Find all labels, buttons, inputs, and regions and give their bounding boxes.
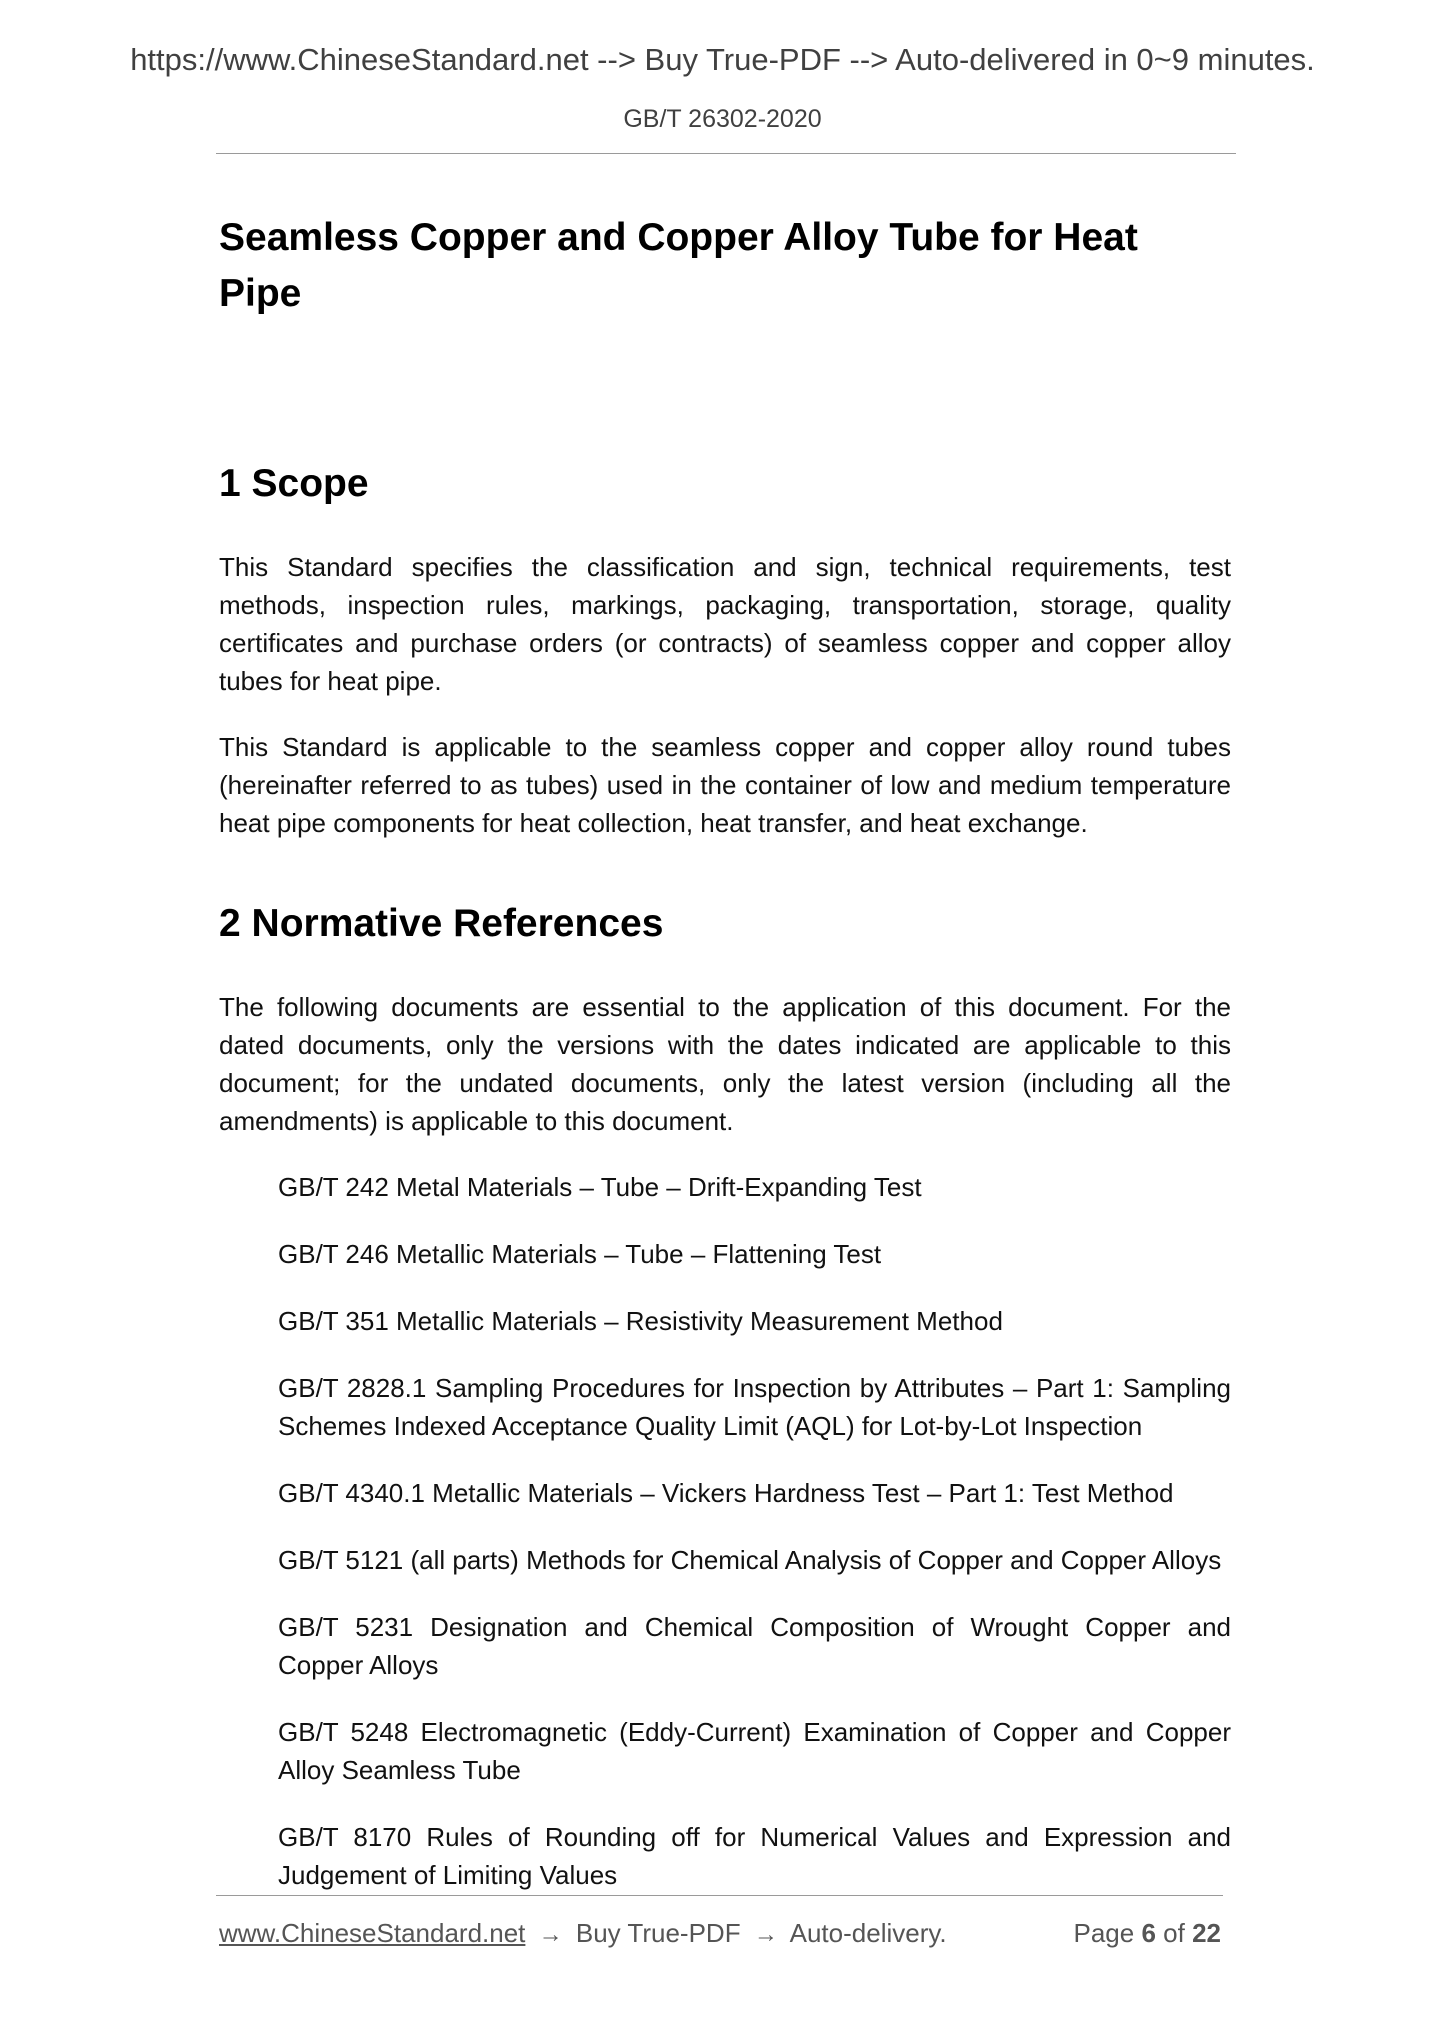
footer-left [219,1914,947,1954]
references-intro-paragraph: The following documents are essential to the application of this document. For the dated documents, only the versions with the dates indicated are applicable to this document; for the undated documents, only the latest version (including all the amendments) is applicable to this document. [219,992,1231,1136]
document-title: Seamless Copper and Copper Alloy Tube for Heat Pipe [219,216,1138,315]
standard-code: GB/T 26302-2020 [623,105,822,133]
of-label: of [1163,1918,1185,1948]
reference-item: GB/T 2828.1 Sampling Procedures for Inspection by Attributes – Part 1: Sampling Schemes Indexed Acceptance Quality Limit (AQL) for Lot-by-Lot Inspection [278,1373,1231,1441]
reference-item: GB/T 5121 (all parts) Methods for Chemical Analysis of Copper and Copper Alloys [278,1545,1222,1575]
page-indicator [1073,1914,1221,1952]
footer-website-link[interactable]: www.ChineseStandard.net [219,1918,526,1948]
page-total: 22 [1192,1918,1221,1948]
reference-item: GB/T 8170 Rules of Rounding off for Numerical Values and Expression and Judgement of Limiting Values [278,1822,1231,1890]
page-label: Page [1073,1918,1135,1948]
reference-item: GB/T 5231 Designation and Chemical Composition of Wrought Copper and Copper Alloys [278,1612,1231,1680]
reference-item: GB/T 5248 Electromagnetic (Eddy-Current) Examination of Copper and Copper Alloy Seamless Tube [278,1717,1231,1785]
section-heading-normative-references: 2 Normative References [219,902,664,945]
footer-divider [216,1895,1223,1896]
arrow-right-icon: → [538,1921,563,1948]
top-banner[interactable]: https://www.ChineseStandard.net --> Buy True-PDF --> Auto-delivered in 0~9 minutes. [130,42,1315,77]
footer-buy-text: Buy True-PDF [575,1918,741,1948]
page-number: 6 [1141,1918,1156,1948]
reference-item: GB/T 242 Metal Materials – Tube – Drift-Expanding Test [278,1172,922,1202]
section-heading-scope: 1 Scope [219,462,369,505]
scope-paragraph-2: This Standard is applicable to the seamless copper and copper alloy round tubes (hereinafter referred to as tubes) used in the container of low and medium temperature heat pipe components for heat collection, heat transfer, and heat exchange. [219,732,1231,838]
header-divider [216,153,1236,154]
reference-list [219,1168,1231,1894]
reference-item: GB/T 246 Metallic Materials – Tube – Flattening Test [278,1239,882,1269]
reference-item: GB/T 4340.1 Metallic Materials – Vickers Hardness Test – Part 1: Test Method [278,1478,1174,1508]
reference-item: GB/T 351 Metallic Materials – Resistivity Measurement Method [278,1306,1003,1336]
scope-paragraph-1: This Standard specifies the classification and sign, technical requirements, test methods, inspection rules, markings, packaging, transportation, storage, quality certificates and purchase orders (or contracts) of seamless copper and copper alloy tubes for heat pipe. [219,552,1231,696]
page-content [219,210,1231,1923]
arrow-right-icon: → [753,1921,778,1948]
footer-delivery-text: Auto-delivery. [789,1918,947,1948]
